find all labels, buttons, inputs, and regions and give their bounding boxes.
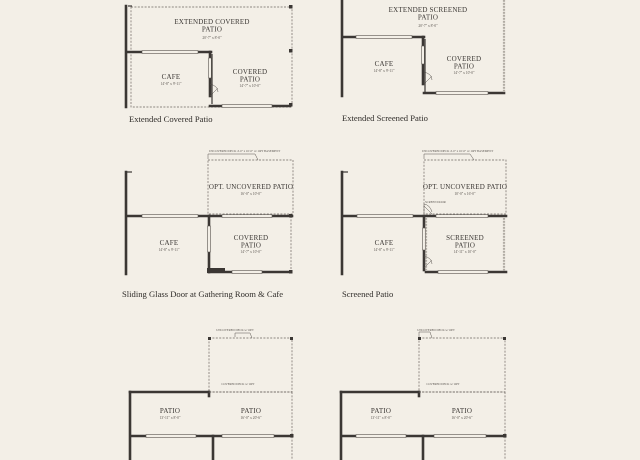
dimension-label: 20'-7" x 8'-0" [202,36,222,40]
post [289,214,293,218]
post [208,337,211,340]
room-label: COVERED PATIO [446,55,482,71]
room-label: CAFE [161,73,181,81]
plan-extended-covered-patio [126,5,293,124]
window [222,215,272,218]
deck-note: UNCOVERED DECK 4'-0" x 16'-0" w/ OPT BASEMENT [209,149,281,153]
room-label: EXTENDED COVERED PATIO [174,18,250,34]
plan-extended-screened-patio [342,0,504,123]
dimension-label: 20'-7" x 8'-0" [418,24,438,28]
dimension-label: 16'-0" x 20'-6" [451,416,473,420]
room-label: OPT. UNCOVERED PATIO [422,183,508,191]
room-label: OPT. UNCOVERED PATIO [208,183,294,191]
room-label: SCREENED PATIO [446,234,484,250]
window [438,271,488,274]
dimension-label: 14'-7" x 10'-0" [453,71,475,75]
deck-note: COVERED DECK w/ OPT [426,382,460,386]
window [222,105,272,108]
room-label: COVERED PATIO [232,68,268,84]
plan-caption: Extended Screened Patio [342,113,428,123]
room-label: PATIO [451,407,473,415]
leader-line [235,333,252,338]
room-label: CAFE [374,60,394,68]
room-label: PATIO [240,407,262,415]
dimension-label: 14'-8" x 9'-11" [158,248,180,252]
window [142,215,198,218]
leader-line [208,154,258,160]
room-label: COVERED PATIO [233,234,269,250]
post [289,270,293,274]
screen-door-swing [424,204,432,214]
deck-note: COVERED DECK w/ OPT [221,382,255,386]
dimension-label: 13'-11" x 8'-0" [370,416,392,420]
post [503,434,507,438]
plan-caption: Screened Patio [342,289,394,299]
dimension-label: 14'-8" x 9'-11" [373,248,395,252]
dimension-label: 14'-8" x 9'-11" [373,69,395,73]
window [222,435,274,438]
room-label: CAFE [374,239,394,247]
plan-screened-patio [342,149,507,299]
dimension-label: 14'-11" x 10'-0" [453,250,477,254]
dimension-label: 14'-7" x 10'-0" [240,250,262,254]
window [356,36,412,39]
window [357,215,413,218]
window [146,435,196,438]
post [418,337,421,340]
window [356,435,406,438]
post [289,103,293,107]
dimension-label: 14'-7" x 10'-0" [239,84,261,88]
deck-note: UNCOVERED DECK w/ OPT [417,328,455,332]
post [289,49,293,53]
plan-caption: Extended Covered Patio [129,114,213,124]
sliding-glass-door [208,226,211,252]
window [436,92,488,95]
dimension-label: 16'-0" x 20'-6" [240,416,262,420]
window [232,271,262,274]
post [503,337,506,340]
dimension-label: 10'-0" x 16'-0" [454,192,476,196]
window [142,51,198,54]
leader-line [424,154,474,160]
plan-caption: Sliding Glass Door at Gathering Room & Cafe [122,289,284,299]
window [434,435,486,438]
room-label: EXTENDED SCREENED PATIO [388,6,468,22]
post [290,337,293,340]
dimension-label: 14'-8" x 9'-11" [160,82,182,86]
sliding-door [209,58,212,78]
plan-patio-left [130,328,294,460]
post [289,5,293,9]
sliding-door [422,46,425,64]
dimension-label: 16'-0" x 10'-0" [240,192,262,196]
dimension-label: 13'-11" x 8'-0" [159,416,181,420]
wall-block [207,268,225,273]
room-label: PATIO [159,407,181,415]
screen-door-note: SCREEN DOOR [425,200,446,204]
deck-note: UNCOVERED DECK 4'-0" x 16'-0" w/ OPT BASEMENT [422,149,494,153]
post [290,434,294,438]
deck-note: UNCOVERED DECK w/ OPT [216,328,254,332]
room-label: PATIO [370,407,392,415]
plan-patio-right [341,328,507,460]
window [436,215,488,218]
plan-sliding-glass-door [122,149,293,299]
room-label: CAFE [159,239,179,247]
